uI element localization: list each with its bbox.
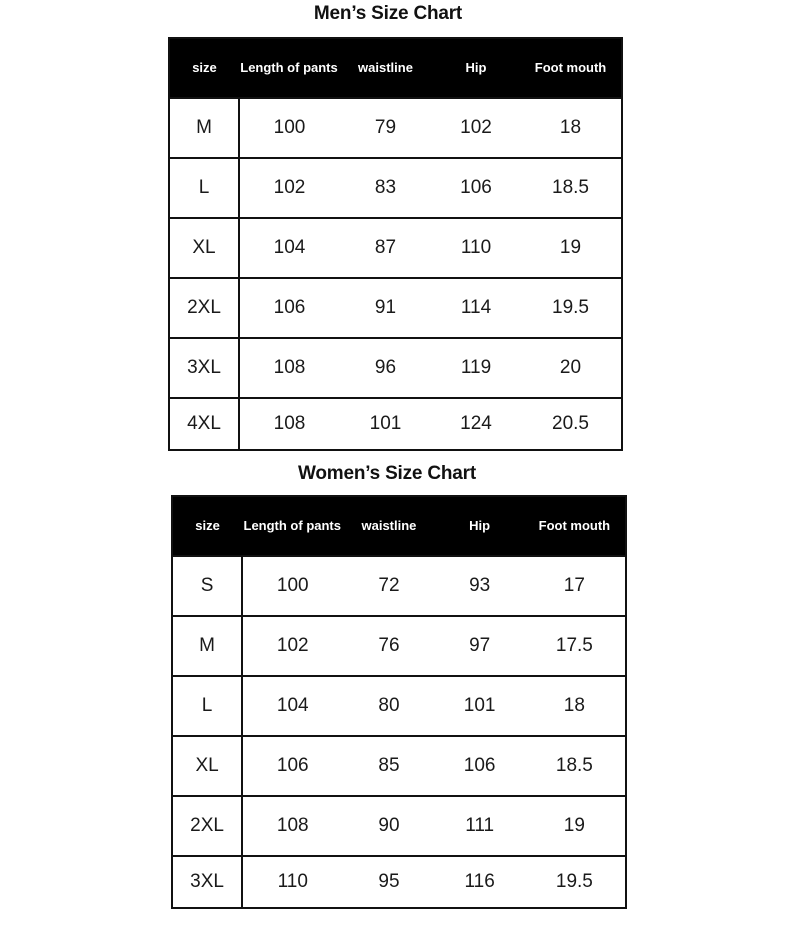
table-row <box>169 218 622 278</box>
table-row <box>172 796 626 856</box>
cell-foot-mouth: 18 <box>524 676 626 736</box>
cell-length-of-pants: 106 <box>239 278 339 338</box>
header-size: size <box>169 38 239 98</box>
table-row <box>172 556 626 616</box>
cell-foot-mouth: 17.5 <box>524 616 626 676</box>
cell-size: S <box>172 556 242 616</box>
table-row <box>169 278 622 338</box>
cell-foot-mouth: 20 <box>520 338 622 398</box>
cell-hip: 106 <box>432 158 520 218</box>
cell-length-of-pants: 108 <box>239 338 339 398</box>
cell-length-of-pants: 100 <box>242 556 342 616</box>
cell-length-of-pants: 104 <box>242 676 342 736</box>
cell-hip: 101 <box>436 676 524 736</box>
cell-foot-mouth: 19 <box>524 796 626 856</box>
cell-hip: 93 <box>436 556 524 616</box>
cell-waistline: 101 <box>339 398 432 450</box>
cell-hip: 110 <box>432 218 520 278</box>
cell-waistline: 95 <box>342 856 435 908</box>
mens-size-chart-title: Men’s Size Chart <box>313 3 463 24</box>
cell-size: 2XL <box>169 278 239 338</box>
table-row <box>172 736 626 796</box>
cell-waistline: 72 <box>342 556 435 616</box>
cell-waistline: 90 <box>342 796 435 856</box>
mens-size-table <box>168 37 623 451</box>
table-row <box>169 98 622 158</box>
cell-foot-mouth: 18.5 <box>524 736 626 796</box>
cell-waistline: 96 <box>339 338 432 398</box>
table-row <box>169 158 622 218</box>
cell-size: 3XL <box>172 856 242 908</box>
cell-hip: 97 <box>436 616 524 676</box>
header-hip: Hip <box>436 496 524 556</box>
cell-size: XL <box>172 736 242 796</box>
cell-size: L <box>172 676 242 736</box>
cell-waistline: 79 <box>339 98 432 158</box>
cell-waistline: 85 <box>342 736 435 796</box>
cell-hip: 106 <box>436 736 524 796</box>
womens-size-table <box>171 495 627 909</box>
header-waistline: waistline <box>342 496 435 556</box>
cell-length-of-pants: 110 <box>242 856 342 908</box>
cell-length-of-pants: 102 <box>239 158 339 218</box>
cell-hip: 124 <box>432 398 520 450</box>
cell-hip: 111 <box>436 796 524 856</box>
cell-foot-mouth: 18.5 <box>520 158 622 218</box>
cell-waistline: 87 <box>339 218 432 278</box>
cell-length-of-pants: 102 <box>242 616 342 676</box>
cell-size: M <box>169 98 239 158</box>
cell-length-of-pants: 100 <box>239 98 339 158</box>
cell-size: M <box>172 616 242 676</box>
cell-foot-mouth: 19 <box>520 218 622 278</box>
table-row <box>172 856 626 908</box>
cell-size: L <box>169 158 239 218</box>
cell-hip: 102 <box>432 98 520 158</box>
cell-size: XL <box>169 218 239 278</box>
cell-foot-mouth: 17 <box>524 556 626 616</box>
table-row <box>172 676 626 736</box>
table-header-row <box>169 38 622 98</box>
cell-size: 4XL <box>169 398 239 450</box>
header-length-of-pants: Length of pants <box>242 496 342 556</box>
header-hip: Hip <box>432 38 520 98</box>
cell-length-of-pants: 104 <box>239 218 339 278</box>
cell-length-of-pants: 106 <box>242 736 342 796</box>
header-foot-mouth: Foot mouth <box>520 38 622 98</box>
cell-size: 2XL <box>172 796 242 856</box>
cell-foot-mouth: 18 <box>520 98 622 158</box>
cell-waistline: 80 <box>342 676 435 736</box>
cell-foot-mouth: 19.5 <box>520 278 622 338</box>
table-row <box>172 616 626 676</box>
cell-hip: 116 <box>436 856 524 908</box>
cell-foot-mouth: 19.5 <box>524 856 626 908</box>
womens-size-chart-title: Women’s Size Chart <box>298 463 476 484</box>
header-waistline: waistline <box>339 38 432 98</box>
cell-hip: 119 <box>432 338 520 398</box>
header-foot-mouth: Foot mouth <box>524 496 626 556</box>
cell-length-of-pants: 108 <box>239 398 339 450</box>
table-row <box>169 338 622 398</box>
cell-size: 3XL <box>169 338 239 398</box>
cell-waistline: 76 <box>342 616 435 676</box>
cell-waistline: 91 <box>339 278 432 338</box>
header-size: size <box>172 496 242 556</box>
table-header-row <box>172 496 626 556</box>
header-length-of-pants: Length of pants <box>239 38 339 98</box>
table-row <box>169 398 622 450</box>
cell-length-of-pants: 108 <box>242 796 342 856</box>
cell-foot-mouth: 20.5 <box>520 398 622 450</box>
cell-waistline: 83 <box>339 158 432 218</box>
cell-hip: 114 <box>432 278 520 338</box>
